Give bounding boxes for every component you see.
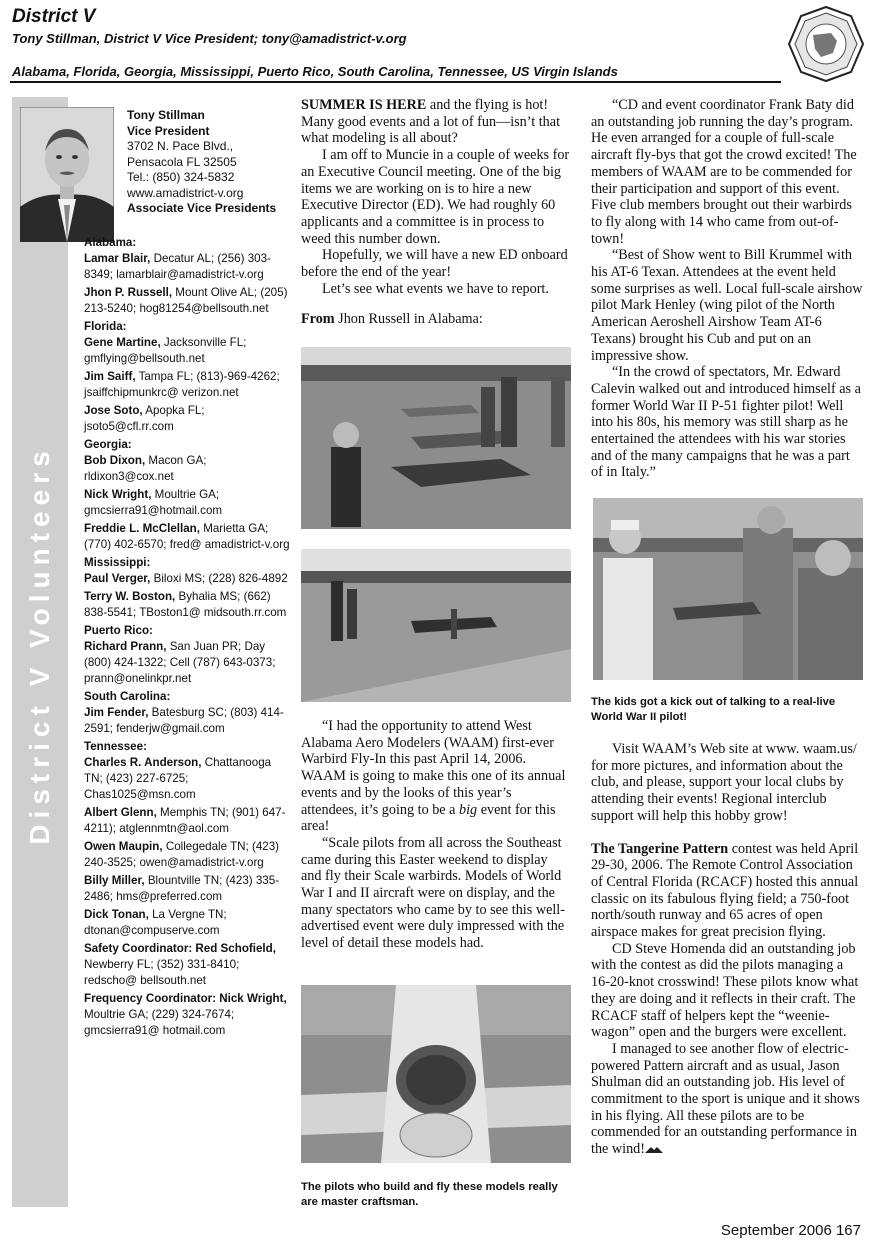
vp-name: Tony Stillman [127,108,205,122]
article-paragraph: Hopefully, we will have a new ED onboard before the end of the year! [301,247,568,281]
volunteer-details: Marietta GA; (770) 402-6570; fred@ amadistrict-v.org [84,522,290,551]
volunteer-details: Collegedale TN; (423) 240-3525; owen@amadistrict-v.org [84,840,280,869]
vp-website: www.amadistrict-v.org [127,185,244,200]
paragraph-text: and the flying is hot! Many good events and a lot of fun—isn’t that what modeling is all about? [301,97,561,147]
ama-end-mark-icon [645,1146,663,1154]
volunteer-entry [84,941,292,989]
vp-address-1: 3702 N. Pace Blvd., [127,139,234,153]
avp-heading: Associate Vice Presidents [127,201,277,215]
volunteer-entry [84,907,292,939]
volunteer-details: Decatur AL; (256) 303-8349; lamarblair@amadistrict-v.org [84,252,271,281]
paragraph-text: I managed to see another flow of electric-powered Pattern aircraft and as usual, Jason Shulman did an outstanding job. His level of commitment to the sport is unique and it shows in his flying. All these pilots are to be commended for an outstanding performance in the wind! [591,1040,860,1158]
volunteer-name: Freddie L. McClellan, [84,522,200,535]
directory-state-heading: Florida: [84,320,127,333]
photo-pilots-on-runway [301,549,571,702]
volunteer-details: Batesburg SC; (803) 414-2591; fenderjw@gmail.com [84,706,284,735]
volunteer-details: Chattanooga TN; (423) 227-6725; Chas1025@msn.com [84,756,272,801]
directory-state-heading: Mississippi: [84,556,151,569]
volunteer-name: Nick Wright, [84,488,152,501]
lead-phrase: From [301,311,335,328]
article-paragraph [591,841,863,941]
article-column-3-top [591,97,863,481]
volunteer-name: Gene Martine, [84,336,161,349]
article-paragraph: “Best of Show went to Bill Krummel with his AT-6 Texan. Attendees at the event held some surprises as well. Local full-scale airshow pilot Mark Henley (wing pilot of the North American Aeroshell Airshow Team AT-6 Texans) brought his Cub and put on an impressive show. [591,247,863,364]
volunteer-directory [84,235,292,1041]
volunteer-entry [84,285,292,317]
paragraph-text: event for this area! [301,801,556,835]
volunteer-entry [84,873,292,905]
article-paragraph [301,718,571,835]
volunteer-name: Owen Maupin, [84,840,163,853]
article-paragraph: “CD and event coordinator Frank Baty did an outstanding job running the day’s program. He even arranged for a couple of full-scale aircraft fly-bys that got the crowd excited! The members of WAAM are to be commended for their participation and support of this event. Five club members brought out their warbirds to fly along with 14 who came from out-of-town! [591,97,857,247]
volunteer-details: La Vergne TN; dtonan@compuserve.com [84,908,227,937]
volunteer-name: Albert Glenn, [84,806,157,819]
vice-president-photo [20,107,114,242]
volunteer-details: Moultrie GA; gmcsierra91@hotmail.com [84,488,223,517]
volunteer-entry [84,571,292,587]
directory-state-heading: Georgia: [84,438,132,451]
page-subtitle: Tony Stillman, District V Vice President; tony@amadistrict-v.org [12,31,407,46]
vp-title: Vice President [127,123,210,138]
volunteer-details: Byhalia MS; (662) 838-5541; TBoston1@ midsouth.rr.com [84,590,287,619]
volunteer-entry [84,705,292,737]
volunteer-entry [84,369,292,401]
directory-state-heading: South Carolina: [84,690,171,703]
paragraph-text: Jhon Russell in Alabama: [334,311,483,328]
volunteer-details: Newberry FL; (352) 331-8410; redscho@ bellsouth.net [84,958,240,987]
photo-caption: The pilots who build and fly these models really are master craftsman. [301,1181,558,1208]
volunteer-entry [84,991,292,1039]
page-title: District V [12,6,96,27]
volunteer-name: Jim Fender, [84,706,149,719]
article-column-2-middle [301,718,571,952]
volunteer-entry [84,453,292,485]
volunteer-entry [84,251,292,283]
sidebar-vertical-label: District V Volunteers [24,445,55,845]
volunteer-name: Richard Prann, [84,640,167,653]
article-paragraph: “Scale pilots from all across the Southeast came during this Easter weekend to display and fly their Scale warbirds. Models of World War I and II aircraft were on display, and the many spectators who came by to see this well-advertised event were duly impressed with the level of detail these models had. [301,834,565,952]
volunteer-name: Charles R. Anderson, [84,756,202,769]
district-states: Alabama, Florida, Georgia, Mississippi, Puerto Rico, South Carolina, Tennessee, US Virgin Islands [12,64,618,79]
article-paragraph: Visit WAAM’s Web site at www. waam.us/ for more pictures, and information about the club, and please, support your local clubs by attending their events! Regional interclub support will help this hobby grow! [591,741,857,824]
volunteer-details: Memphis TN; (901) 647-4211); atglennmtn@aol.com [84,806,286,835]
volunteer-name: Bob Dixon, [84,454,146,467]
volunteer-details: Jacksonville FL; gmflying@bellsouth.net [84,336,247,365]
volunteer-name: Jim Saiff, [84,370,136,383]
volunteer-name: Dick Tonan, [84,908,149,921]
vice-president-contact [127,108,287,217]
volunteer-entry [84,487,292,519]
volunteer-entry [84,839,292,871]
photo-kids-with-ww2-pilot [593,498,863,680]
volunteer-name: Jose Soto, [84,404,143,417]
article-column-2-top [301,97,571,328]
directory-state-heading: Tennessee: [84,740,147,753]
volunteer-details: San Juan PR; Day (800) 424-1322; Cell (787) 643-0373; prann@onelinkpr.net [84,640,276,685]
page-footer: September 2006 167 [720,1222,861,1239]
directory-state-heading: Puerto Rico: [84,624,153,637]
volunteer-details: Tampa FL; (813)-969-4262; jsaiffchipmunkrc@ verizon.net [84,370,280,399]
paragraph-text: “I had the opportunity to attend West Alabama Aero Modelers (WAAM) first-ever Warbird Fly-In this past April 14, 2006. WAAM is going to make this one of its annual events and by the looks of this year’s attendees, it’s going to be a [301,718,566,818]
volunteer-details: Macon GA; rldixon3@cox.net [84,454,207,483]
article-paragraph [591,1041,863,1158]
volunteer-name: Frequency Coordinator: Nick Wright, [84,992,287,1005]
volunteer-name: Paul Verger, [84,572,151,585]
district-seal-logo [787,5,865,83]
vp-telephone: Tel.: (850) 324-5832 [127,170,235,184]
volunteer-entry [84,335,292,367]
volunteer-entry [84,639,292,687]
article-column-3-bottom [591,741,863,1158]
volunteer-details: Blountville TN; (423) 335-2486; hms@preferred.com [84,874,280,903]
volunteer-details: Mount Olive AL; (205) 213-5240; hog81254@bellsouth.net [84,286,288,315]
volunteer-entry [84,589,292,621]
article-paragraph: I am off to Muncie in a couple of weeks for an Executive Council meeting. One of the big items we are working on is to hire a new Executive Director (ED). We had roughly 60 applicants and a committee is in process to weed this number down. [301,147,570,247]
volunteer-entry [84,521,292,553]
photo-models-on-field [301,347,571,529]
volunteer-name: Billy Miller, [84,874,145,887]
volunteer-details: Biloxi MS; (228) 826-4892 [153,572,288,585]
directory-state-heading: Alabama: [84,236,137,249]
article-paragraph [301,97,571,147]
volunteer-name: Terry W. Boston, [84,590,176,603]
photo-caption: The kids got a kick out of talking to a real-live World War II pilot! [591,696,836,723]
volunteer-name: Jhon P. Russell, [84,286,173,299]
header-divider [10,81,781,83]
lead-phrase: The Tangerine Pattern [591,840,729,857]
article-paragraph: CD Steve Homenda did an outstanding job with the contest as did the pilots managing a 16-20-knot crosswind! These pilots know what they are doing and it reflects in their craft. The RCACF staff of helpers kept the “weenie-wagon” open and the burgers were excellent. [591,940,859,1041]
article-paragraph: Let’s see what events we have to report. [322,280,549,297]
volunteer-name: Safety Coordinator: Red Schofield, [84,942,276,955]
volunteer-entry [84,755,292,803]
volunteer-entry [84,403,292,435]
vp-address-2: Pensacola FL 32505 [127,154,237,169]
volunteer-details: Apopka FL; jsoto5@cfl.rr.com [84,404,205,433]
volunteer-name: Lamar Blair, [84,252,151,265]
volunteer-entry [84,805,292,837]
article-paragraph: “In the crowd of spectators, Mr. Edward Calevin walked out and introduced himself as a former World War II P-51 fighter pilot! Well into his 80s, his memory was still sharp as he entertained the attendees with his war stories and of the many campaigns that he was a part of in Italy.” [591,364,861,481]
paragraph-text: contest was held April 29-30, 2006. The Remote Control Association of Central Florida (RCACF) hosted this annual classic on its fabulous flying field; a 750-foot north/south runway and 65 acres of open airspace makes for great precision flying. [591,840,859,941]
volunteer-details: Moultrie GA; (229) 324-7674; gmcsierra91@ hotmail.com [84,1008,235,1037]
article-paragraph [301,311,571,328]
lead-phrase: SUMMER IS HERE [301,97,427,113]
photo-cockpit-closeup [301,985,571,1163]
emphasis: big [459,801,478,818]
